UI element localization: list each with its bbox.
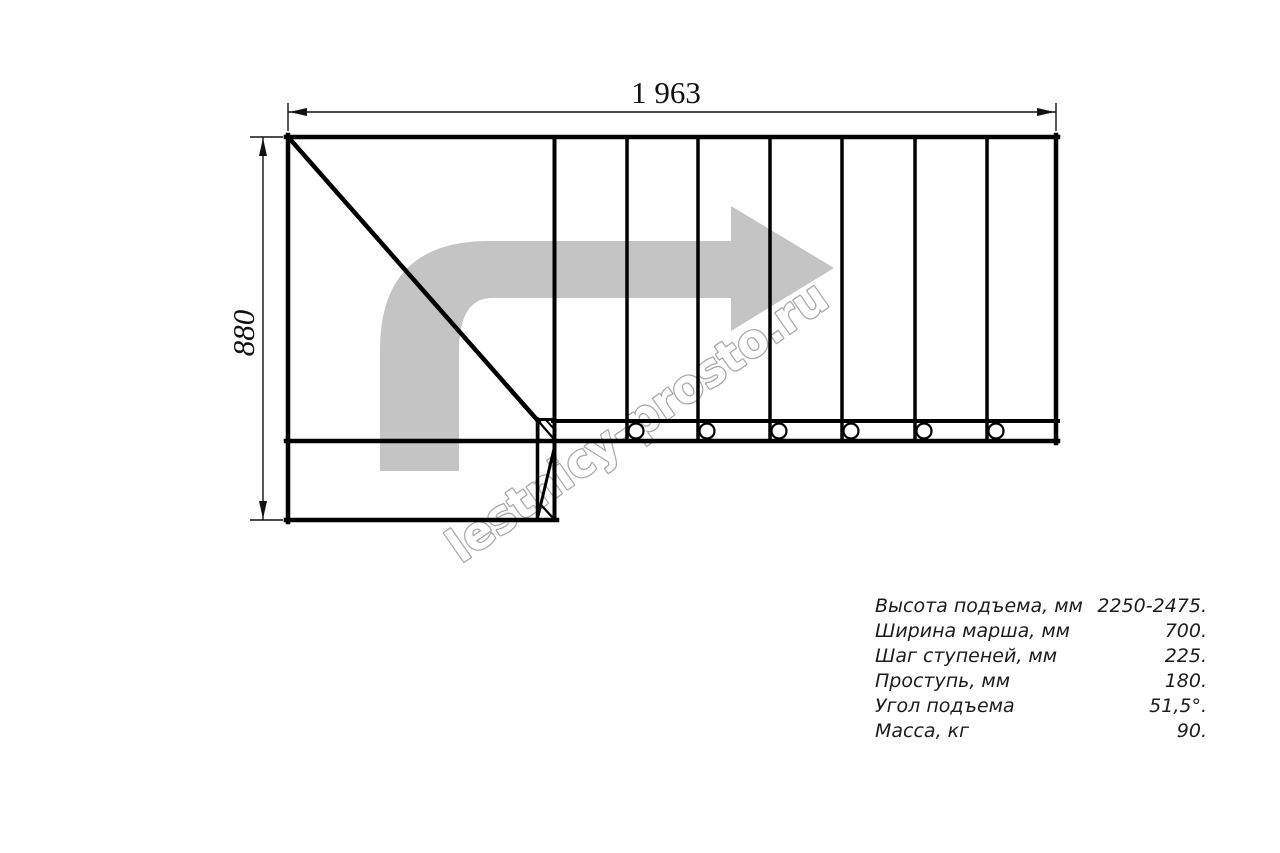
- spec-label: Высота подъема, мм: [875, 595, 1083, 617]
- left-dimension-label: 880: [226, 309, 261, 357]
- baluster-circle: [629, 424, 644, 439]
- spec-row: [875, 694, 1207, 719]
- spec-row: [875, 619, 1207, 644]
- top-dimension-label: 1 963: [631, 75, 701, 110]
- watermark-text: lestnicy-prosto.ru: [436, 263, 847, 573]
- dimension-arrowhead-bottom: [259, 501, 267, 519]
- spec-value: 2250-2475.: [1097, 595, 1207, 617]
- spec-label: Ширина марша, мм: [875, 620, 1070, 642]
- spec-value: 90.: [1176, 720, 1207, 742]
- baluster-circle: [700, 424, 715, 439]
- dimension-arrowhead-right: [1037, 108, 1055, 116]
- spec-value: 51,5°.: [1149, 695, 1207, 717]
- spec-label: Шаг ступеней, мм: [875, 645, 1058, 667]
- spec-row: [875, 719, 1207, 744]
- spec-label: Угол подъема: [875, 695, 1015, 717]
- spec-label: Проступь, мм: [875, 670, 1011, 692]
- dimension-arrowhead-top: [259, 138, 267, 156]
- spec-table: [875, 594, 1207, 744]
- baluster-circle: [989, 424, 1004, 439]
- baluster-circle: [772, 424, 787, 439]
- baluster-circle: [844, 424, 859, 439]
- spec-value: 180.: [1164, 670, 1207, 692]
- spec-row: [875, 594, 1207, 619]
- spec-row: [875, 669, 1207, 694]
- baluster-circles: [629, 424, 1004, 439]
- baluster-circle: [917, 424, 932, 439]
- spec-value: 700.: [1164, 620, 1207, 642]
- spec-value: 225.: [1164, 645, 1207, 667]
- spec-row: [875, 644, 1207, 669]
- dimension-arrowhead-left: [289, 108, 307, 116]
- spec-label: Масса, кг: [875, 720, 970, 742]
